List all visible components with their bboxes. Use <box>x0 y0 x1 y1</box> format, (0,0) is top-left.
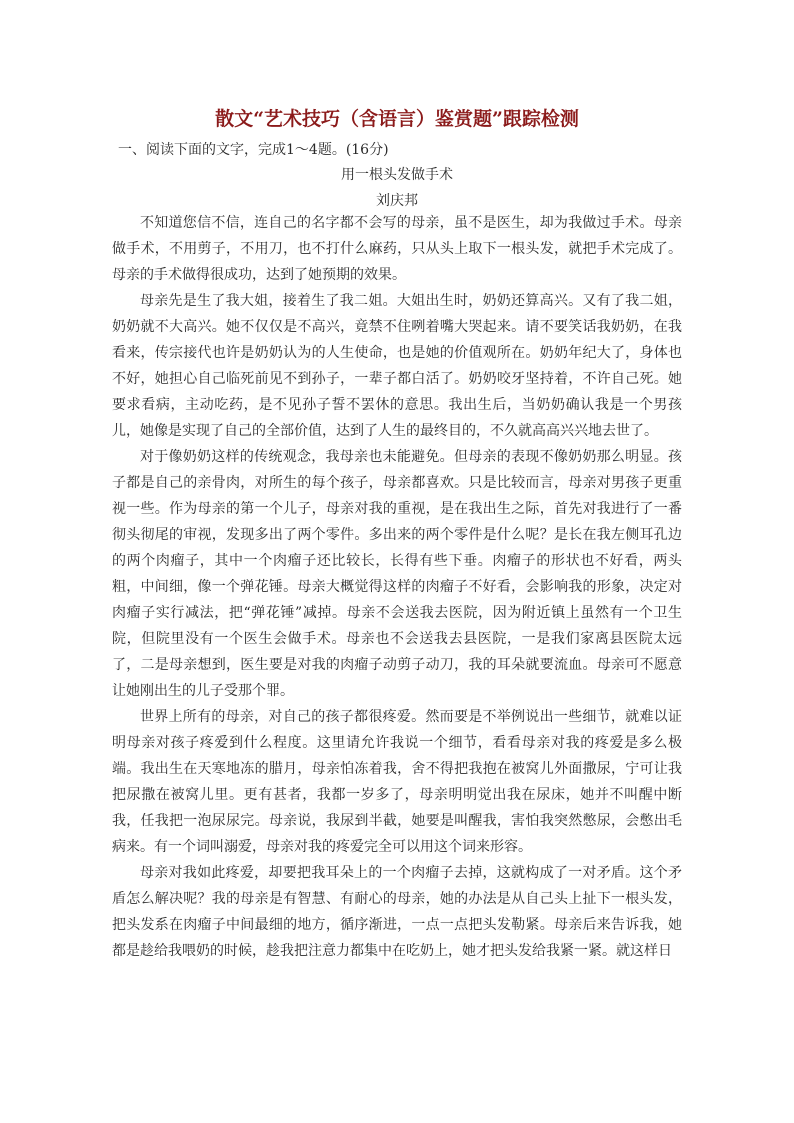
paragraph: 母亲先是生了我大姐，接着生了我二姐。大姐出生时，奶奶还算高兴。又有了我二姐，奶奶就不大高兴。她不仅仅是不高兴，竟禁不住咧着嘴大哭起来。请不要笑话我奶奶，在我看来，传宗接代也许是奶奶认为的人生使命，也是她的价值观所在。奶奶年纪大了，身体也不好，她担心自己临死前见不到孙子，一辈子都白活了。奶奶咬牙坚持着，不许自己死。她要求看病，主动吃药，是不见孙子誓不罢休的意思。我出生后，当奶奶确认我是一个男孩儿，她像是实现了自己的全部价值，达到了人生的最终目的，不久就高高兴兴地去世了。 <box>112 293 682 439</box>
paragraph: 世界上所有的母亲，对自己的孩子都很疼爱。然而要是不举例说出一些细节，就难以证明母亲对孩子疼爱到什么程度。这里请允许我说一个细节，看看母亲对我的疼爱是多么极端。我出生在天寒地冻的腊月，母亲怕冻着我，舍不得把我抱在被窝儿外面撒尿，宁可让我把尿撒在被窝儿里。更有甚者，我都一岁多了，母亲明明觉出我在尿床，她并不叫醒中断我，任我把一泡尿尿完。母亲说，我尿到半截，她要是叫醒我，害怕我突然憋尿，会憋出毛病来。有一个词叫溺爱，母亲对我的疼爱完全可以用这个词来形容。 <box>112 709 682 855</box>
paragraph: 母亲对我如此疼爱，却要把我耳朵上的一个肉瘤子去掉，这就构成了一对矛盾。这个矛盾怎么解决呢？我的母亲是有智慧、有耐心的母亲，她的办法是从自己头上扯下一根头发，把头发系在肉瘤子中间最细的地方，循序渐进，一点一点把头发勒紧。母亲后来告诉我，她都是趁给我喂奶的时候，趁我把注意力都集中在吃奶上，她才把头发给我紧一紧。就这样日 <box>112 865 682 959</box>
question-instruction: 一、阅读下面的文字，完成1～4题。(16分) <box>118 142 389 158</box>
paragraph: 对于像奶奶这样的传统观念，我母亲也未能避免。但母亲的表现不像奶奶那么明显。孩子都是自己的亲骨肉，对所生的每个孩子，母亲都喜欢。只是比较而言，母亲对男孩子更重视一些。作为母亲的第一个儿子，母亲对我的重视，是在我出生之际，首先对我进行了一番彻头彻尾的审视，发现多出了两个零件。多出来的两个零件是什么呢？是长在我左侧耳孔边的两个肉瘤子，其中一个肉瘤子还比较长，长得有些下垂。肉瘤子的形状也不好看，两头粗，中间细，像一个弹花锤。母亲大概觉得这样的肉瘤子不好看，会影响我的形象，决定对肉瘤子实行减法，把“弹花锤”减掉。母亲不会送我去医院，因为附近镇上虽然有一个卫生院，但院里没有一个医生会做手术。母亲也不会送我去县医院，一是我们家离县医院太远了，二是母亲想到，医生要是对我的肉瘤子动剪子动刀，我的耳朵就要流血。母亲可不愿意让她刚出生的儿子受那个罪。 <box>112 449 682 699</box>
document-title: 散文“艺术技巧（含语言）鉴赏题”跟踪检测 <box>215 108 579 130</box>
paragraph: 不知道您信不信，连自己的名字都不会写的母亲，虽不是医生，却为我做过手术。母亲做手术，不用剪子，不用刀，也不打什么麻药，只从头上取下一根头发，就把手术完成了。母亲的手术做得很成功，达到了她预期的效果。 <box>112 215 682 283</box>
essay-title: 用一根头发做手术 <box>341 167 453 183</box>
essay-body <box>112 210 682 964</box>
essay-author: 刘庆邦 <box>376 193 418 209</box>
